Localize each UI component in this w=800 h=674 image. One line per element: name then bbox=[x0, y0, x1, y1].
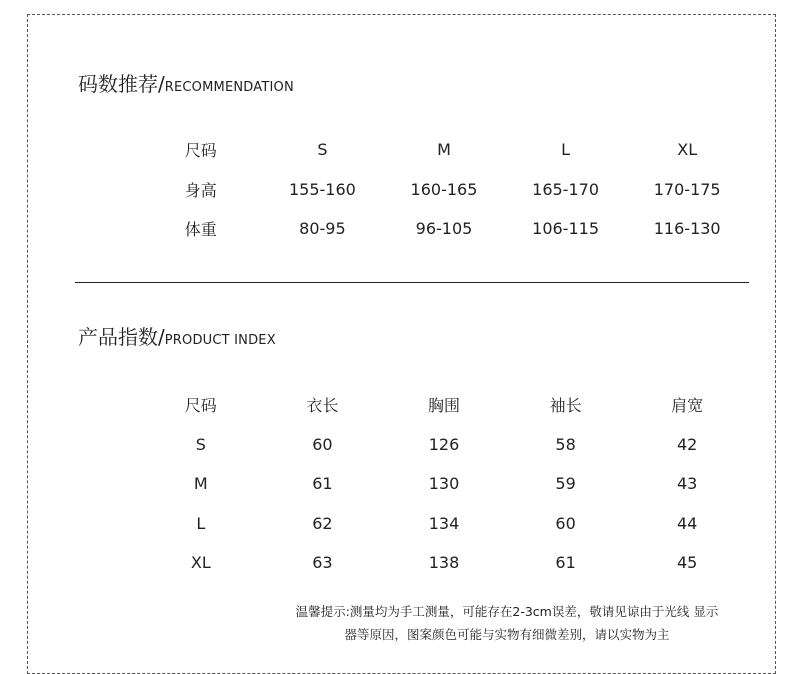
table-cell: L bbox=[196, 513, 206, 533]
table-row bbox=[140, 130, 748, 170]
table-cell: 61 bbox=[312, 474, 333, 494]
table-cell: 44 bbox=[677, 513, 698, 533]
table-cell: 62 bbox=[312, 513, 333, 533]
table-cell: 106-115 bbox=[532, 219, 599, 239]
recommendation-table bbox=[140, 130, 748, 249]
table-cell: 80-95 bbox=[299, 219, 346, 239]
table-row bbox=[140, 209, 748, 249]
table-cell: 尺码 bbox=[184, 396, 217, 416]
section-divider bbox=[75, 282, 749, 283]
table-cell: S bbox=[317, 140, 328, 160]
table-cell: 96-105 bbox=[415, 219, 473, 239]
note-line-2: 器等原因，图案颜色可能与实物有细微差别，请以实物为主 bbox=[344, 627, 670, 642]
table-cell: 肩宽 bbox=[671, 396, 704, 416]
table-cell: 130 bbox=[428, 474, 460, 494]
table-row bbox=[140, 464, 748, 504]
table-cell: XL bbox=[190, 553, 211, 573]
table-cell: 165-170 bbox=[532, 179, 599, 199]
table-cell: 126 bbox=[428, 434, 460, 454]
table-row bbox=[140, 425, 748, 465]
table-cell: 60 bbox=[555, 513, 576, 533]
note-line-1: 温馨提示:测量均为手工测量，可能存在2-3cm误差，敬请见谅由于光线 显示 bbox=[295, 604, 719, 619]
recommendation-title-en: RECOMMENDATION bbox=[164, 80, 294, 95]
recommendation-title-cn: 码数推荐/ bbox=[78, 72, 165, 96]
table-cell: M bbox=[437, 140, 451, 160]
table-cell: 43 bbox=[677, 474, 698, 494]
product-index-table bbox=[140, 385, 748, 583]
table-cell: 60 bbox=[312, 434, 333, 454]
table-row bbox=[140, 385, 748, 425]
table-cell: 138 bbox=[428, 553, 460, 573]
table-cell: 45 bbox=[677, 553, 698, 573]
table-cell: 160-165 bbox=[410, 179, 478, 199]
table-cell: XL bbox=[677, 140, 698, 160]
table-cell: 身高 bbox=[184, 180, 217, 200]
table-cell: S bbox=[195, 434, 206, 454]
table-cell: 63 bbox=[312, 553, 333, 573]
table-cell: 胸围 bbox=[427, 396, 460, 416]
table-cell: 袖长 bbox=[549, 396, 582, 416]
table-cell: 61 bbox=[555, 553, 576, 573]
product-index-title-cn: 产品指数/ bbox=[78, 325, 165, 349]
table-cell: 衣长 bbox=[306, 396, 339, 416]
table-cell: 42 bbox=[677, 434, 698, 454]
table-row bbox=[140, 504, 748, 544]
table-cell: 尺码 bbox=[184, 141, 217, 161]
table-cell: 155-160 bbox=[288, 179, 356, 199]
table-cell: L bbox=[561, 140, 571, 160]
table-cell: 116-130 bbox=[653, 219, 721, 239]
product-index-title-en: PRODUCT INDEX bbox=[164, 333, 276, 348]
table-cell: M bbox=[193, 474, 208, 494]
table-cell: 58 bbox=[555, 434, 576, 454]
table-cell: 134 bbox=[428, 513, 460, 533]
measurement-note bbox=[262, 600, 752, 646]
table-row bbox=[140, 170, 748, 210]
table-cell: 体重 bbox=[184, 220, 217, 240]
table-row bbox=[140, 543, 748, 583]
product-index-title bbox=[78, 321, 276, 350]
table-cell: 170-175 bbox=[653, 179, 721, 199]
table-cell: 59 bbox=[555, 474, 576, 494]
recommendation-title bbox=[78, 68, 294, 97]
